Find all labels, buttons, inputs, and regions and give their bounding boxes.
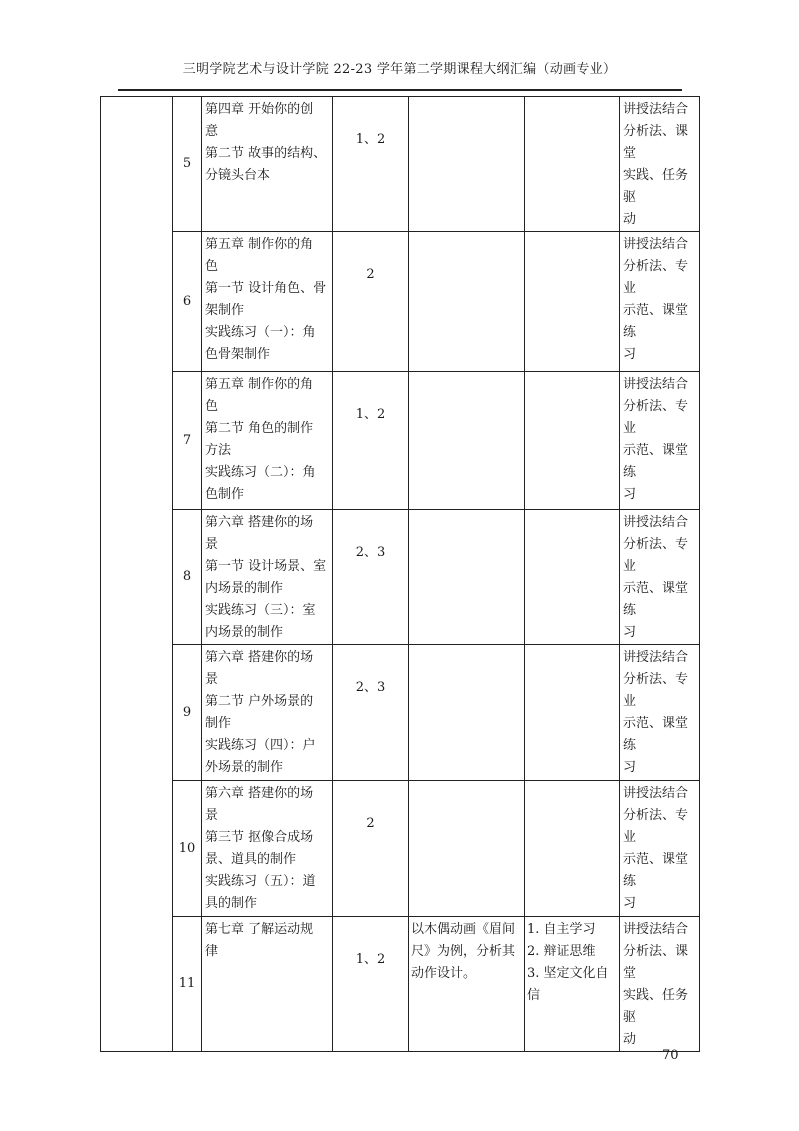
method-cell xyxy=(620,510,700,645)
content-line: 实践练习（五）：道 xyxy=(205,874,316,889)
content-line: 第一节 设计场景、室 xyxy=(205,559,327,574)
content-line: 第三节 抠像合成场 xyxy=(205,830,314,845)
content-line: 实践练习（四）：户 xyxy=(205,738,316,753)
content-line: 第四章 开始你的创 xyxy=(205,102,314,117)
case-cell xyxy=(409,510,525,645)
ideology-cell xyxy=(525,372,620,510)
content-line: 第六章 搭建你的场 xyxy=(205,515,314,530)
method-line: 示范、课堂练 xyxy=(623,581,689,618)
content-line: 色 xyxy=(205,399,219,414)
row-number: 6 xyxy=(173,232,202,372)
method-line: 习 xyxy=(623,487,637,502)
row-number: 11 xyxy=(173,917,202,1052)
method-line: 实践、任务驱 xyxy=(623,168,689,205)
content-line: 实践练习（一）：角 xyxy=(205,325,316,340)
content-line: 律 xyxy=(205,944,219,959)
header-divider xyxy=(118,89,682,91)
objectives-cell: 2 xyxy=(333,232,409,372)
ideology-cell xyxy=(525,510,620,645)
objectives-cell: 1、2 xyxy=(333,97,409,232)
teaching-content xyxy=(202,781,333,917)
row-number: 5 xyxy=(173,97,202,232)
content-line: 第五章 制作你的角 xyxy=(205,377,314,392)
method-line: 讲授法结合 xyxy=(623,102,689,117)
method-line: 讲授法结合 xyxy=(623,786,689,801)
row-number: 7 xyxy=(173,372,202,510)
method-line: 习 xyxy=(623,347,637,362)
teaching-content xyxy=(202,917,333,1052)
content-line: 第二节 角色的制作 xyxy=(205,421,314,436)
method-cell xyxy=(620,372,700,510)
table-row xyxy=(101,781,700,917)
content-line: 景 xyxy=(205,672,219,687)
method-line: 讲授法结合 xyxy=(623,377,689,392)
ideology-cell xyxy=(525,917,620,1052)
method-line: 分析法、专业 xyxy=(623,259,689,296)
ideology-cell xyxy=(525,645,620,781)
content-line: 第六章 搭建你的场 xyxy=(205,786,314,801)
objectives-cell: 2 xyxy=(333,781,409,917)
objectives-cell: 1、2 xyxy=(333,372,409,510)
method-cell xyxy=(620,645,700,781)
table-row xyxy=(101,97,700,232)
content-line: 方法 xyxy=(205,443,232,458)
method-line: 讲授法结合 xyxy=(623,237,689,252)
row-number: 9 xyxy=(173,645,202,781)
content-line: 景、道具的制作 xyxy=(205,852,297,867)
method-line: 示范、课堂练 xyxy=(623,303,689,340)
ideology-line: 1. 自主学习 xyxy=(527,922,596,937)
teaching-content xyxy=(202,510,333,645)
content-line: 色制作 xyxy=(205,487,245,502)
content-line: 具的制作 xyxy=(205,896,258,911)
content-line: 第五章 制作你的角 xyxy=(205,237,314,252)
syllabus-table xyxy=(100,96,700,1052)
method-line: 分析法、专业 xyxy=(623,672,689,709)
objectives-cell: 2、3 xyxy=(333,510,409,645)
method-line: 动 xyxy=(623,1032,637,1047)
method-line: 习 xyxy=(623,760,637,775)
method-cell xyxy=(620,97,700,232)
method-line: 分析法、专业 xyxy=(623,537,689,574)
case-line: 尺》为例，分析其 xyxy=(411,944,516,959)
row-number: 10 xyxy=(173,781,202,917)
method-line: 示范、课堂练 xyxy=(623,716,689,753)
method-line: 讲授法结合 xyxy=(623,922,689,937)
method-cell xyxy=(620,917,700,1052)
table-row xyxy=(101,372,700,510)
case-cell xyxy=(409,781,525,917)
content-line: 色 xyxy=(205,259,219,274)
ideology-line: 3. 坚定文化自 xyxy=(527,966,609,981)
method-line: 分析法、课堂 xyxy=(623,124,689,161)
case-cell xyxy=(409,232,525,372)
content-line: 制作 xyxy=(205,716,232,731)
content-line: 第二节 故事的结构、 xyxy=(205,146,327,161)
ideology-cell xyxy=(525,97,620,232)
case-cell xyxy=(409,372,525,510)
table-row xyxy=(101,645,700,781)
teaching-content xyxy=(202,372,333,510)
ideology-cell xyxy=(525,781,620,917)
ideology-cell xyxy=(525,232,620,372)
content-line: 内场景的制作 xyxy=(205,581,284,596)
content-line: 色骨架制作 xyxy=(205,347,271,362)
page-header-title: 三明学院艺术与设计学院 22-23 学年第二学期课程大纲汇编（动画专业） xyxy=(182,62,617,77)
ideology-line: 信 xyxy=(527,988,541,1003)
method-cell xyxy=(620,232,700,372)
ideology-line: 2. 辩证思维 xyxy=(527,944,596,959)
case-line: 以木偶动画《眉间 xyxy=(411,922,516,937)
content-line: 实践练习（三）：室 xyxy=(205,603,316,618)
page-number: 70 xyxy=(662,1048,679,1063)
teaching-content xyxy=(202,232,333,372)
content-line: 第六章 搭建你的场 xyxy=(205,650,314,665)
method-line: 习 xyxy=(623,896,637,911)
method-line: 讲授法结合 xyxy=(623,515,689,530)
method-line: 示范、课堂练 xyxy=(623,852,689,889)
case-line: 动作设计。 xyxy=(411,966,477,981)
content-line: 景 xyxy=(205,537,219,552)
content-line: 第一节 设计角色、骨 xyxy=(205,281,327,296)
table-row xyxy=(101,232,700,372)
method-cell xyxy=(620,781,700,917)
teaching-content xyxy=(202,645,333,781)
content-line: 景 xyxy=(205,808,219,823)
objectives-cell: 1、2 xyxy=(333,917,409,1052)
row-number: 8 xyxy=(173,510,202,645)
content-line: 第七章 了解运动规 xyxy=(205,922,314,937)
method-line: 分析法、专业 xyxy=(623,399,689,436)
method-line: 示范、课堂练 xyxy=(623,443,689,480)
method-line: 实践、任务驱 xyxy=(623,988,689,1025)
method-line: 分析法、专业 xyxy=(623,808,689,845)
content-line: 实践练习（二）：角 xyxy=(205,465,316,480)
content-line: 第二节 户外场景的 xyxy=(205,694,314,709)
content-line: 意 xyxy=(205,124,219,139)
method-line: 讲授法结合 xyxy=(623,650,689,665)
content-line: 架制作 xyxy=(205,303,245,318)
case-cell xyxy=(409,97,525,232)
objectives-cell: 2、3 xyxy=(333,645,409,781)
table-row xyxy=(101,510,700,645)
table-row xyxy=(101,917,700,1052)
content-line: 外场景的制作 xyxy=(205,760,284,775)
method-line: 动 xyxy=(623,212,637,227)
method-line: 分析法、课堂 xyxy=(623,944,689,981)
merged-left-cell xyxy=(101,97,173,1052)
method-line: 习 xyxy=(623,625,637,640)
content-line: 内场景的制作 xyxy=(205,625,284,640)
case-cell xyxy=(409,645,525,781)
teaching-content xyxy=(202,97,333,232)
content-line: 分镜头台本 xyxy=(205,168,271,183)
case-cell xyxy=(409,917,525,1052)
